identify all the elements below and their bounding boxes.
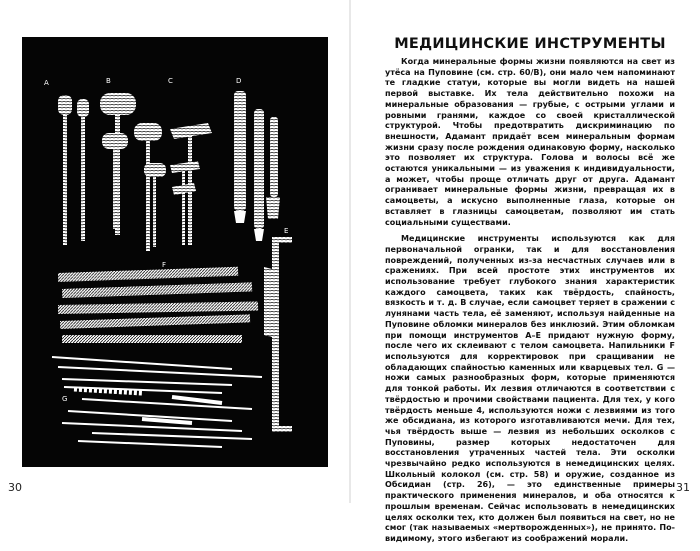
- label-b: B: [106, 77, 111, 85]
- paragraph-2: Медицинские инструменты используются как для первоначальной огранки, так и для восстановления повреждений, полученных из-за несчастных случаев или в сражениях. При всей простоте этих инструментов их использование требует глубокого знания характеристик каждого самоцвета, таких как твёрдость, спайность, вязкость и т. д. В случае, если самоцвет теряет в сражении с лунянами часть тела, её заменяют, используя найденные на Пуповине обломки минералов без инклюзий. Этим обломкам при помощи инструментов A–E придают нужную форму, после чего их склеивают с телом самоцвета. Напильники F используются для корректировок при сращивании не обладающих спайностью каменных или кварцевых тел. G — ножи самых разнообразных форм, которые применяются для тонкой работы. Их лезвия отличаются в соответствии с твёрдостью и прочими свойствами пациента. Для тех, у кого твёрдость меньше 4, используются ножи с лезвиями из того же обсидиана, из которого изготавливаются мечи. Для тех, чья твёрдость выше — лезвия из небольших осколков с Пуповины, размер которых недостаточен для восстановления утраченных частей тела. Эти осколки чрезвычайно редко используются в немедицинских целях. Школьный колокол (см. стр. 58) и оружие, созданное из Обсидиан (стр. 26), — это единственные примеры практического применения минералов, и оба относятся к прошлым временам. Сейчас использовать в немедицинских целях осколки тех, кто должен был появиться на свет, но не смог (так называемых «мертворожденных»), не принято. По-видимому, этого избегают из соображений морали.: [385, 234, 675, 543]
- article-body: [385, 57, 675, 551]
- label-g: G: [62, 395, 68, 403]
- page-number-right: 31: [676, 481, 690, 494]
- label-a: A: [44, 79, 49, 87]
- paragraph-1: Когда минеральные формы жизни появляются на свет из утёса на Пуповине (см. стр. 60/В), они мало чем напоминают те гладкие статуи, которые вы могли видеть на нашей первой выставке. Их тела действительно похожи на минеральные образования — грубые, с острыми углами и ровными гранями, каждое со своей кристаллической структурой. Чтобы предотвратить дискриминацию по внешности, Адамант придаёт всем минеральным формам жизни сразу после рождения одинаковую форму, насколько это позволяет их структура. Голова и волосы всё же остаются уникальными — из уважения к индивидуальности, а может, чтобы проще отличать друг от друга. Адамант огранивает минеральные формы жизни, превращая их в самоцветы, а искусно выполненные глаза, которые он вставляет в глазницы самоцветам, позволяют им стать социальными существами.: [385, 57, 675, 227]
- tools-illustration: [22, 37, 328, 467]
- tool-f-files: [58, 267, 258, 343]
- left-page: [0, 0, 348, 503]
- label-e: E: [284, 227, 289, 235]
- tool-b-hammers: [100, 93, 166, 251]
- tool-e-bar: [264, 237, 292, 432]
- tool-a-mallets: [58, 95, 89, 245]
- gutter: [349, 0, 351, 503]
- label-d: D: [236, 77, 242, 85]
- tool-c-picks: [170, 123, 212, 245]
- page-title: МЕДИЦИНСКИЕ ИНСТРУМЕНТЫ: [394, 36, 666, 52]
- page-number-left: 30: [8, 481, 22, 494]
- label-f: F: [162, 261, 167, 269]
- tools-drawing: [22, 37, 328, 467]
- label-c: C: [168, 77, 173, 85]
- tool-g-knives: [52, 357, 262, 447]
- right-page: [352, 0, 700, 543]
- tool-d-chisels: [234, 91, 280, 241]
